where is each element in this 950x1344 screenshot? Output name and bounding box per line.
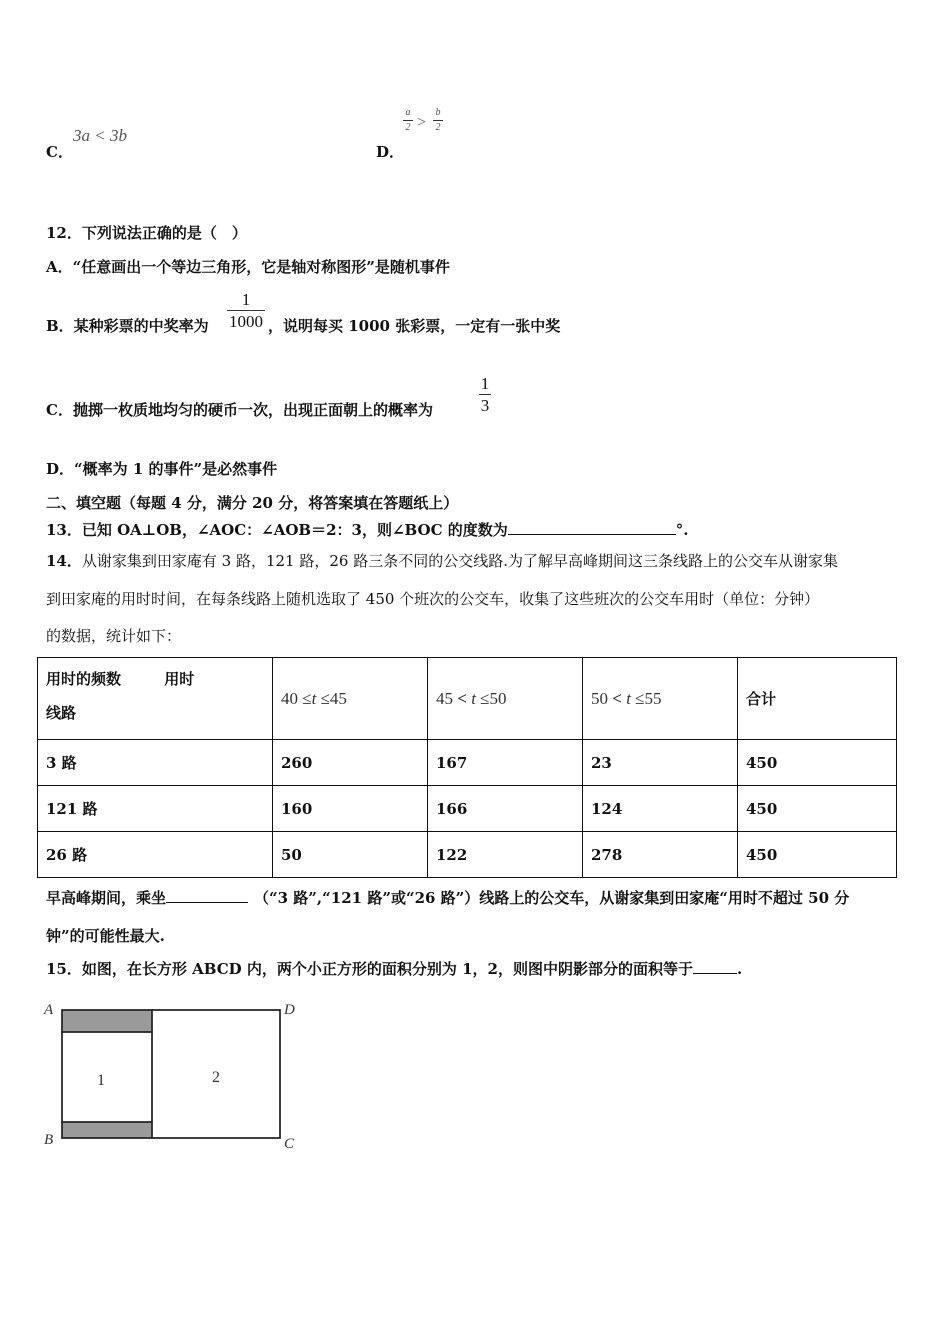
b-fraction-denominator: 1000 (229, 312, 263, 331)
q12-option-c-fraction (479, 375, 491, 414)
q12-stem: 12．下列说法正确的是（ ） (46, 224, 247, 242)
value-cell: 278 (583, 832, 738, 878)
q14-after-line-2: 钟”的可能性最大. (46, 927, 165, 945)
q14-text-1: 从谢家集到田家庵有 3 路，121 路，26 路三条不同的公交线路.为了解早高峰期间这三条线路上的公交车从谢家集 (81, 552, 838, 570)
header-col-45-50: 45 < t ≤50 (428, 658, 583, 740)
d-fraction-b-denominator: 2 (435, 122, 441, 133)
value-cell: 23 (583, 740, 738, 786)
table-header-row (38, 658, 897, 740)
table-corner-cell (38, 658, 273, 740)
d-fraction-b-numerator: b (435, 107, 441, 118)
square-area-1 (62, 1032, 152, 1122)
c-fraction-numerator: 1 (480, 374, 490, 393)
value-cell: 260 (273, 740, 428, 786)
q14-number: 14． (46, 552, 82, 570)
q14-after-suffix: （“3 路”,“121 路”或“26 路”）线路上的公交车，从谢家集到田家庵“用时不超过 50 分 (254, 889, 850, 907)
shaded-strip-bottom (62, 1122, 152, 1138)
q13-suffix: °. (675, 521, 689, 539)
total-cell: 450 (738, 740, 897, 786)
section-2-heading: 二、填空题（每题 4 分，满分 20 分，将答案填在答题纸上） (46, 494, 459, 512)
q12-option-b-suffix: ，说明每买 1000 张彩票，一定有一张中奖 (268, 317, 561, 335)
rectangle-abcd-figure (40, 996, 310, 1156)
d-fraction-a-denominator: 2 (405, 122, 411, 133)
header-time-label: 用时 (164, 670, 195, 688)
table-row (38, 740, 897, 786)
q14-answer-blank[interactable] (166, 902, 248, 903)
header-col-50-55: 50 < t ≤55 (583, 658, 738, 740)
shaded-strip-top (62, 1010, 152, 1032)
header-route-label: 线路 (46, 704, 77, 722)
table-row (38, 832, 897, 878)
b-fraction-numerator: 1 (241, 290, 251, 309)
q15-text: 15．如图，在长方形 ABCD 内，两个小正方形的面积分别为 1，2，则图中阴影部分的面积等于 (46, 960, 693, 978)
route-cell: 3 路 (38, 740, 273, 786)
c-fraction-denominator: 3 (480, 396, 490, 415)
q13-text: 13．已知 OA⊥OB，∠AOC：∠AOB＝2：3，则∠BOC 的度数为 (46, 521, 508, 539)
label-b: B (44, 1132, 54, 1148)
q14-after-prefix: 早高峰期间，乘坐 (46, 889, 167, 907)
d-greater-sign: > (417, 114, 427, 131)
q12-option-a: A．“任意画出一个等边三角形，它是轴对称图形”是随机事件 (46, 258, 450, 276)
q14-line-2: 到田家庵的用时时间，在每条线路上随机选取了 450 个班次的公交车，收集了这些班次的公交车用时（单位：分钟） (46, 590, 820, 608)
value-cell: 122 (428, 832, 583, 878)
header-col-40-45: 40 ≤t ≤45 (273, 658, 428, 740)
route-cell: 26 路 (38, 832, 273, 878)
square-2-label: 2 (212, 1069, 220, 1086)
label-c: C (284, 1136, 295, 1152)
q15-line (46, 958, 742, 979)
q11-option-d-expression (403, 108, 453, 142)
q12-option-c-prefix: C．抛掷一枚质地均匀的硬币一次，出现正面朝上的概率为 (46, 401, 433, 419)
q15-answer-blank[interactable] (693, 973, 737, 974)
label-d: D (284, 1002, 295, 1018)
value-cell: 167 (428, 740, 583, 786)
total-cell: 450 (738, 786, 897, 832)
q14-after-line-1 (46, 887, 849, 908)
q13-answer-blank[interactable] (508, 534, 676, 535)
value-cell: 166 (428, 786, 583, 832)
total-cell: 450 (738, 832, 897, 878)
q11-option-c-label: C． (46, 143, 73, 161)
square-1-label: 1 (97, 1072, 105, 1089)
route-cell: 121 路 (38, 786, 273, 832)
header-total: 合计 (738, 658, 897, 740)
q12-option-b-prefix: B．某种彩票的中奖率为 (46, 317, 209, 335)
q11-option-c-expression: 3a < 3b (73, 126, 127, 145)
q12-option-b-fraction (227, 291, 265, 330)
q13-line (46, 519, 688, 540)
header-frequency-label: 用时的频数 (46, 670, 122, 688)
value-cell: 160 (273, 786, 428, 832)
value-cell: 124 (583, 786, 738, 832)
q15-suffix: . (736, 960, 743, 978)
d-fraction-a-numerator: a (405, 107, 411, 118)
frequency-table (37, 657, 897, 878)
q14-line-1 (46, 550, 838, 571)
q11-option-d-label: D． (376, 143, 405, 161)
label-a: A (44, 1002, 54, 1018)
table-row (38, 786, 897, 832)
q14-line-3: 的数据，统计如下： (46, 627, 182, 645)
q12-option-d: D．“概率为 1 的事件”是必然事件 (46, 460, 278, 478)
value-cell: 50 (273, 832, 428, 878)
